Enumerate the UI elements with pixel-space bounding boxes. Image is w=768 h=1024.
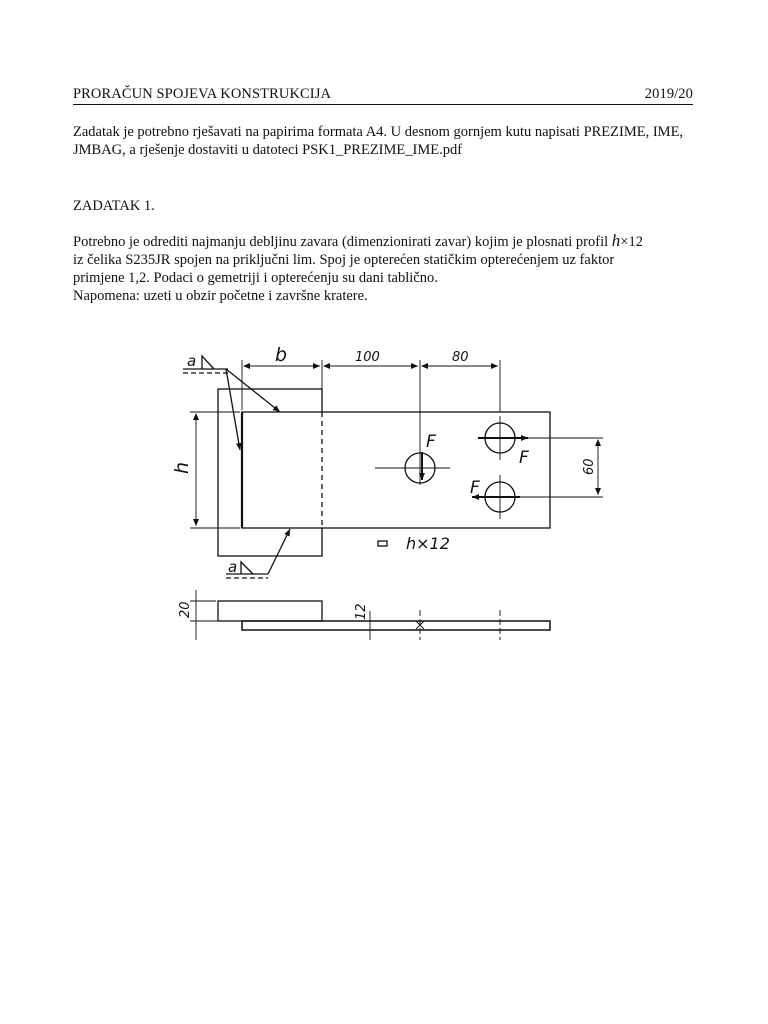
weld-label-top: a xyxy=(187,352,197,370)
dimension-h-label: h xyxy=(171,461,193,474)
dimension-100-label: 100 xyxy=(355,350,380,365)
profile-section-symbol xyxy=(378,541,387,546)
dimension-60-label: 60 xyxy=(582,458,597,475)
intro-paragraph: Zadatak je potrebno rješavati na papirima formata A4. U desnom gornjem kutu napisati PREZIME, IME, JMBAG, a rješenje dostaviti u datoteci PSK1_PREZIME_IME.pdf xyxy=(73,124,684,158)
dimension-12-label: 12 xyxy=(354,603,369,620)
dimension-20-label: 20 xyxy=(178,601,193,618)
header-year: 2019/20 xyxy=(644,86,693,102)
side-view xyxy=(190,590,550,640)
task-title: ZADATAK 1. xyxy=(73,198,155,214)
task-line-1: Potrebno je odrediti najmanju debljinu zavara (dimenzionirati zavar) kojim je plosnati profil h×12 xyxy=(73,231,643,250)
dimension-80-label: 80 xyxy=(452,350,469,365)
weld-label-bottom: a xyxy=(228,558,238,576)
profile-symbol: h xyxy=(611,231,621,250)
force-label-center: F xyxy=(426,432,436,452)
dimension-h xyxy=(190,412,240,528)
profile-label: h×12 xyxy=(406,534,450,553)
task-line-2: iz čelika S235JR spojen na priključni lim. Spoj je opterećen statičkim opterećenjem uz faktor xyxy=(73,252,615,268)
flat-bar-profile xyxy=(242,412,550,528)
header-title: PRORAČUN SPOJEVA KONSTRUKCIJA xyxy=(73,86,332,102)
task-line-4: Napomena: uzeti u obzir početne i završne kratere. xyxy=(73,288,368,304)
force-label-top: F xyxy=(519,448,529,468)
force-label-bottom: F xyxy=(470,478,480,498)
task-line-3: primjene 1,2. Podaci o gemetriji i opterećenju su dani tablično. xyxy=(73,270,438,286)
dimension-b-label: b xyxy=(275,344,288,366)
